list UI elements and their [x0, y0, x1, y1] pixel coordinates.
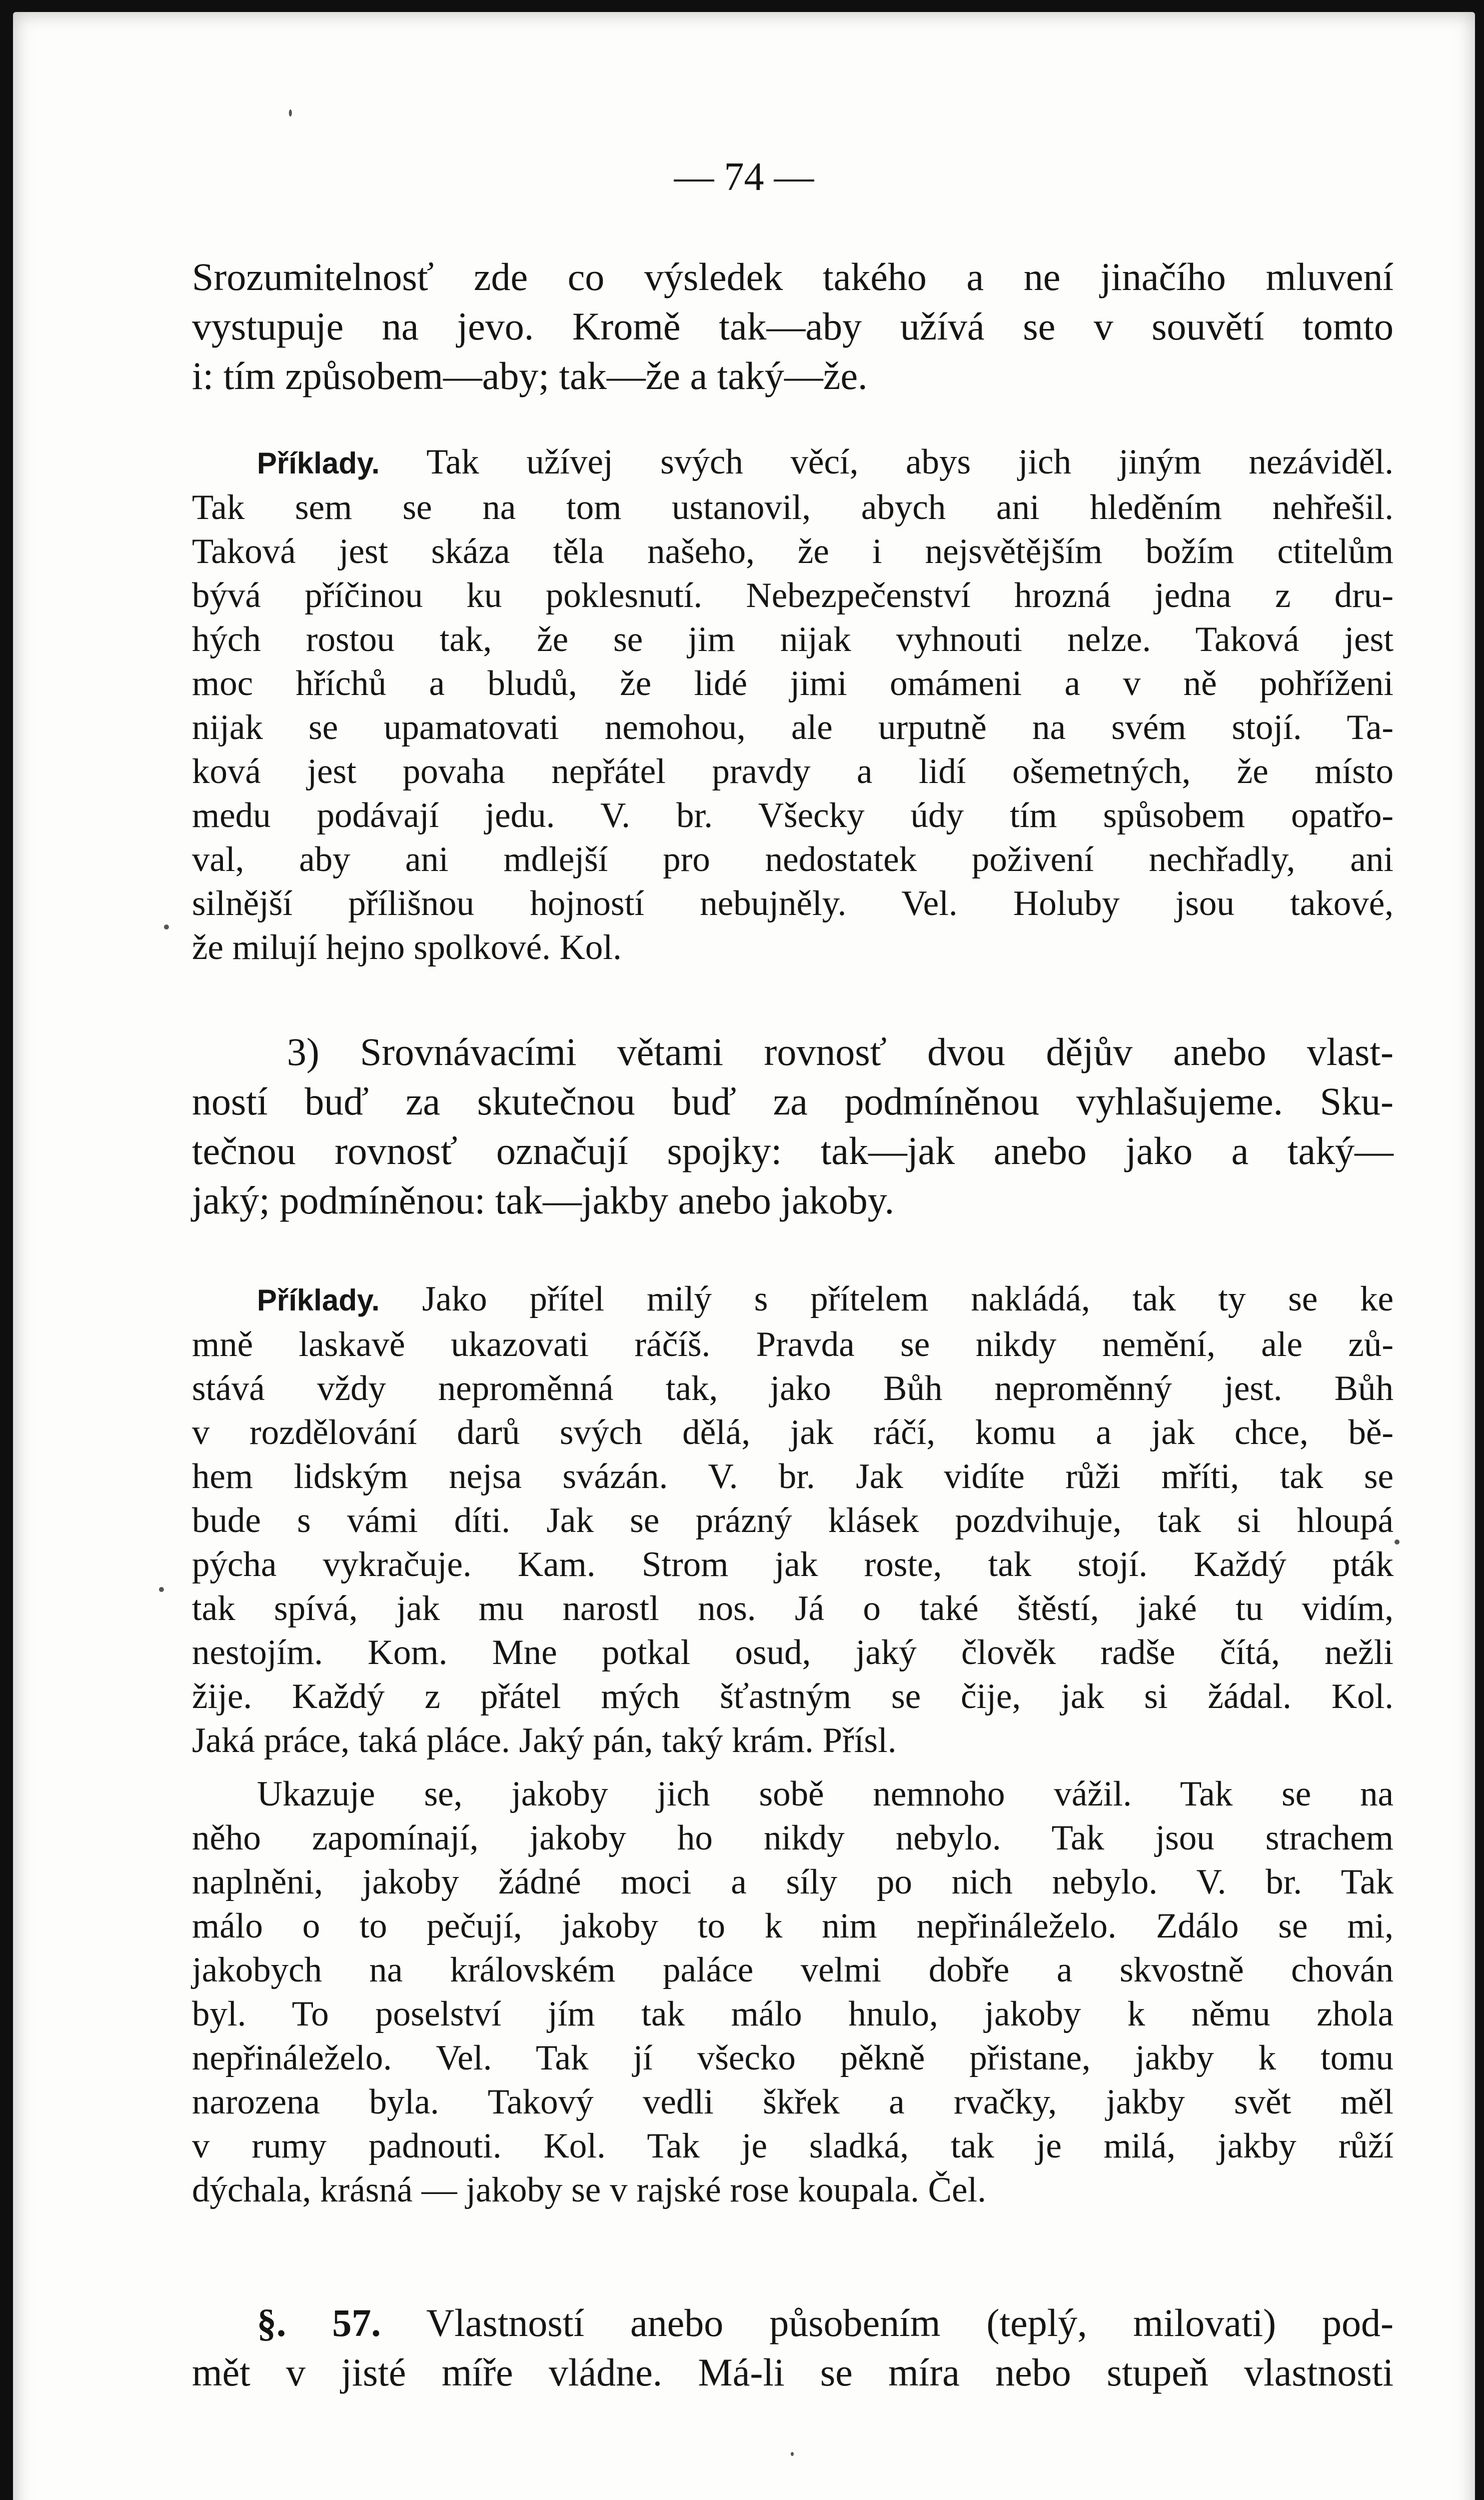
- text-line: jaký; podmíněnou: tak—jakby anebo jakoby.: [192, 1178, 895, 1222]
- text-line: bývá příčinou ku poklesnutí. Nebezpečenství hrozná jedna z dru-: [192, 576, 1394, 615]
- text-line: žije. Každý z přátel mých šťastným se čije, jak si žádal. Kol.: [192, 1677, 1394, 1716]
- text-line: dýchala, krásná — jakoby se v rajské rose koupala. Čel.: [192, 2170, 987, 2210]
- text-line: stává vždy neproměnná tak, jako Bůh neproměnný jest. Bůh: [192, 1369, 1394, 1408]
- text-line: vystupuje na jevo. Kromě tak—aby užívá se v souvětí tomto: [192, 304, 1394, 348]
- speck: [791, 2452, 794, 2456]
- text-line: i: tím způsobem—aby; tak—že a taký—že.: [192, 354, 868, 398]
- text-line: jakobych na královském paláce velmi dobře a skvostně chován: [192, 1950, 1394, 1990]
- text-line: Ukazuje se, jakoby jich sobě nemnoho vážil. Tak se na: [257, 1774, 1394, 1814]
- page-sheet: [13, 12, 1475, 2500]
- text-line: Jaká práce, taká pláce. Jaký pán, taký krám. Přísl.: [192, 1721, 897, 1760]
- text-line: tečnou rovnosť označují spojky: tak—jak anebo jako a taký—: [192, 1129, 1394, 1172]
- text-line: v rumy padnouti. Kol. Tak je sladká, tak je milá, jakby růží: [192, 2126, 1394, 2166]
- text-line: Jako přítel milý s přítelem nakládá, tak ty se ke: [379, 1280, 1394, 1318]
- text-line: moc hříchů a bludů, že lidé jimi omámeni a v ně pohříženi: [192, 664, 1394, 703]
- text-line: ková jest povaha nepřátel pravdy a lidí ošemetných, že místo: [192, 752, 1394, 791]
- speck: [1395, 1540, 1400, 1544]
- text-line: málo o to pečují, jakoby to k nim nepřináleželo. Zdálo se mi,: [192, 1906, 1394, 1946]
- text-line: byl. To poselství jím tak málo hnulo, jakoby k němu zhola: [192, 1994, 1394, 2034]
- text-line: Tak užívej svých věcí, abys jich jiným nezáviděl.: [379, 442, 1394, 482]
- text-line: narozena byla. Takový vedli škřek a rvačky, jakby svět měl: [192, 2082, 1394, 2122]
- text-line: v rozdělování darů svých dělá, jak ráčí, komu a jak chce, bě-: [192, 1413, 1394, 1452]
- example-block-3: [192, 1772, 1394, 2212]
- text-line: ností buď za skutečnou buď za podmíněnou vyhlašujeme. Sku-: [192, 1080, 1394, 1123]
- section-3-paragraph: [192, 1027, 1394, 1225]
- example-block-2: [192, 1277, 1394, 1762]
- section-first-line: [192, 2298, 1394, 2348]
- text-line: hých rostou tak, že se jim nijak vyhnouti nelze. Taková jest: [192, 620, 1394, 659]
- text-line: nepřináleželo. Vel. Tak jí všecko pěkně přistane, jakby k tomu: [192, 2038, 1394, 2078]
- text-line: hem lidským nejsa svázán. V. br. Jak vidíte růži mříti, tak se: [192, 1457, 1394, 1496]
- example-block-1: [192, 440, 1394, 970]
- text-line: Taková jest skáza těla našeho, že i nejsvětějším božím ctitelům: [192, 532, 1394, 571]
- example-first-line: [192, 440, 1394, 486]
- text-line: něho zapomínají, jakoby ho nikdy nebylo. Tak jsou strachem: [192, 1818, 1394, 1858]
- text-line: tak spívá, jak mu narostl nos. Já o také štěstí, jaké tu vidím,: [192, 1589, 1394, 1628]
- text-line: že milují hejno spolkové. Kol.: [192, 928, 622, 967]
- section-label: §. 57.: [257, 2301, 381, 2344]
- text-line: mně laskavě ukazovati ráčíš. Pravda se nikdy nemění, ale zů-: [192, 1325, 1394, 1364]
- text-line: nijak se upamatovati nemohou, ale urputně na svém stojí. Ta-: [192, 708, 1394, 747]
- text-line: pýcha vykračuje. Kam. Strom jak roste, tak stojí. Každý pták: [192, 1545, 1394, 1584]
- text-line: val, aby ani mdlejší pro nedostatek poživení nechřadly, ani: [192, 840, 1394, 879]
- speck: [164, 924, 169, 930]
- example-first-line: [192, 1277, 1394, 1322]
- text-line: silnější přílišnou hojností nebujněly. Vel. Holuby jsou takové,: [192, 884, 1394, 923]
- text-line: Tak sem se na tom ustanovil, abych ani hleděním nehřešil.: [192, 488, 1394, 527]
- text-line: bude s vámi díti. Jak se prázný klásek pozdvihuje, tak si hloupá: [192, 1501, 1394, 1540]
- text-line: nestojím. Kom. Mne potkal osud, jaký člověk radše čítá, nežli: [192, 1633, 1394, 1672]
- text-line: medu podávají jedu. V. br. Všecky údy tím spůsobem opatřo-: [192, 796, 1394, 835]
- text-line: mět v jisté míře vládne. Má-li se míra nebo stupeň vlastnosti: [192, 2350, 1394, 2394]
- page-number: — 74 —: [674, 155, 814, 199]
- examples-label: Příklady.: [257, 1284, 380, 1317]
- section-57-paragraph: [192, 2298, 1394, 2397]
- text-line: Srozumitelnosť zde co výsledek takého a ne jinačího mluvení: [192, 255, 1394, 298]
- examples-label: Příklady.: [257, 446, 380, 480]
- text-line: 3) Srovnávacími větami rovnosť dvou dějův anebo vlast-: [287, 1030, 1394, 1074]
- intro-paragraph: [192, 252, 1394, 400]
- speck: [159, 1587, 164, 1592]
- text-line: Vlastností anebo působením (teplý, milovati) pod-: [381, 2301, 1394, 2344]
- speck: [289, 110, 292, 116]
- text-line: naplněni, jakoby žádné moci a síly po nich nebylo. V. br. Tak: [192, 1862, 1394, 1902]
